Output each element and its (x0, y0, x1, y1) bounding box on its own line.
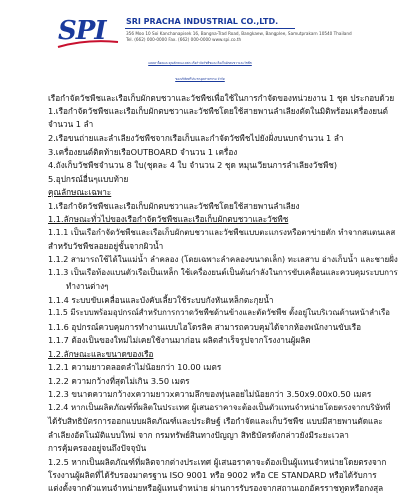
body-line: ได้รับสิทธิบัตรการออกแบบผลิตภัณฑ์และประดิษฐ์ เรือกำจัดและเก็บวัชพืช แบบมีสายพานตัดและ (48, 416, 383, 426)
logo-swoosh-icon (56, 38, 120, 50)
body-line: แต่งตั้งจากตัวแทนจำหน่ายหรือผู้แทนจำหน่าย ผ่านการรับรองจากสถานเอกอัครราชทูตหรือกงสุล (48, 483, 384, 493)
body-line: 1.1.6 อุปกรณ์ควบคุมการทำงานแบบไฮโดรลิค สามารถควบคุมได้จากห้องพนักงานขับเรือ (48, 322, 362, 332)
body-line: 1.1.7 ต้องเป็นของใหม่ไม่เคยใช้งานมาก่อน ผลิตสำเร็จรูปจากโรงงานผู้ผลิต (48, 335, 311, 345)
body-line: สำหรับวัชพืชลอยอยู่ชั้นจากผิวน้ำ (48, 241, 164, 251)
body-line: 1.1.4 ระบบขับเคลื่อนและบังคับเลี้ยวใช้ระบบกังหันเหล็กตะกุยน้ำ (48, 295, 274, 305)
subsection-heading: 1.2.ลักษณะและขนาดของเรือ (48, 349, 154, 359)
body-line: 1.2.4 หากเป็นผลิตภัณฑ์ที่ผลิตในประเทศ ผู้เสนอราคาจะต้องเป็นตัวแทนจำหน่ายโดยตรงจากบริษัทที่ (48, 403, 391, 412)
body-line: 1.2.1 ความยาวตลอดลำไม่น้อยกว่า 10.00 เมตร (48, 362, 222, 372)
body-line: การคุ้มครองอยู่จนถึงปัจจุบัน (48, 443, 147, 453)
body-line: 1.1.5 มีระบบพร้อมอุปกรณ์สำหรับการกวาดวัชพืชด้านข้างและตัดวัชพืช ตั้งอยู่ในบริเวณด้านหน้าลำเรือ (48, 308, 390, 317)
body-line: 1.1.1 เป็นเรือกำจัดวัชพืชและเรือเก็บผักตบชวาและวัชพืชแบบตะแกรงหรือตาข่ายตัก ทำจากสแตนเลส (48, 228, 396, 237)
body-line: ทำงานต่างๆ (66, 281, 109, 291)
subsection-heading: 1.1.ลักษณะทั่วไปของเรือกำจัดวัชพืชและเรือเก็บผักตบชวาและวัชพืช (48, 214, 289, 224)
body-line: 2.เรือขนถ่ายและลำเลียงวัชพืชจากเรือเก็บและกำจัดวัชพืชไปยังฝั่งบนบกจำนวน 1 ลำ (48, 133, 344, 143)
body-line: 1.เรือกำจัดวัชพืชและเรือเก็บผักตบชวาและวัชพืชโดยใช้สายพานลำเลียง (48, 201, 300, 211)
body-line: เรือกำจัดวัชพืชและเรือเก็บผักตบชวาและวัชพืชเพื่อใช้ในการกำจัดของหน่วยงาน 1 ชุด ประกอบด้วย (48, 93, 395, 103)
section-heading: คุณลักษณะเฉพาะ (48, 187, 112, 197)
document-title-line1: แคตตาล็อคและคุณลักษณะเฉพาะเรือกำจัดวัชพืชและเรือเก็บผักตบชวาและวัชพืช (148, 61, 252, 65)
document-title-line2: ของบริษัทศรีประชาอุตสาหกรรม จำกัด (175, 77, 225, 81)
header-rule (125, 28, 295, 29)
body-line: 5.อุปกรณ์อื่นๆแบบท้าย (48, 174, 129, 184)
company-contact: Tel. (662) 000-0000 Fax. (662) 000-0000 www.spi.co.th (126, 37, 242, 42)
body-line: โรงงานผู้ผลิตที่ได้รับรองมาตรฐาน ISO 9001 หรือ 9002 หรือ CE STANDARD หรือได้รับการ (48, 470, 377, 480)
body-line: 1.2.5 หากเป็นผลิตภัณฑ์ที่ผลิตจากต่างประเทศ ผู้เสนอราคาจะต้องเป็นผู้แทนจำหน่ายโดยตรงจาก (48, 457, 387, 467)
body-line: 1.2.3 ขนาดความกว้างxความยาวxความลึกของทุ่นลอยไม่น้อยกว่า 3.50x9.00x0.50 เมตร (48, 389, 372, 399)
company-address: 356 Moo 10 Soi Kanchanapisek 16, Bangna-Trad Road, Bangkaew, Bangplee, Samutprakarn 10540 Thailand (126, 31, 352, 36)
company-logo: SPI (58, 16, 106, 46)
body-line: 1.1.3 เป็นเรือท้องแบนตัวเรือเป็นเหล็ก ใช้เครื่องยนต์เป็นต้นกำลังในการขับเคลื่อนและควบคุมระบบการ (48, 268, 398, 277)
body-line: 1.เรือกำจัดวัชพืชและเรือเก็บผักตบชวาและวัชพืชโดยใช้สายพานลำเลียงตัดในมิติพร้อมเครื่องยนต์ (48, 106, 388, 116)
company-name: SRI PRACHA INDUSTRIAL CO.,LTD. (126, 17, 279, 26)
body-line: ลำเลียงอัตโนมัติแบบใหม่ จาก กรมทรัพย์สินทางปัญญา สิทธิบัตรดังกล่าวยังมีระยะเวลา (48, 430, 349, 440)
body-line: 4.ถังเก็บวัชพืชจำนวน 8 ใบ(ชุดละ 4 ใบ จำนวน 2 ชุด หมุนเวียนการลำเลียงวัชพืช) (48, 160, 338, 170)
body-line: 1.2.2 ความกว้างที่สุดไม่เกิน 3.50 เมตร (48, 376, 190, 386)
letterhead (0, 0, 400, 60)
body-line: 1.1.2 สามารถใช้ได้ในแม่น้ำ ลำคลอง (โดยเฉพาะลำคลองขนาดเล็ก) ทะเลสาบ อ่างเก็บน้ำ และชายฝั่ง (48, 255, 398, 264)
body-line: 3.เครื่องยนต์ติดท้ายเรือOUTBOARD จำนวน 1 เครื่อง (48, 147, 238, 157)
body-line: จำนวน 1 ลำ (48, 119, 94, 129)
